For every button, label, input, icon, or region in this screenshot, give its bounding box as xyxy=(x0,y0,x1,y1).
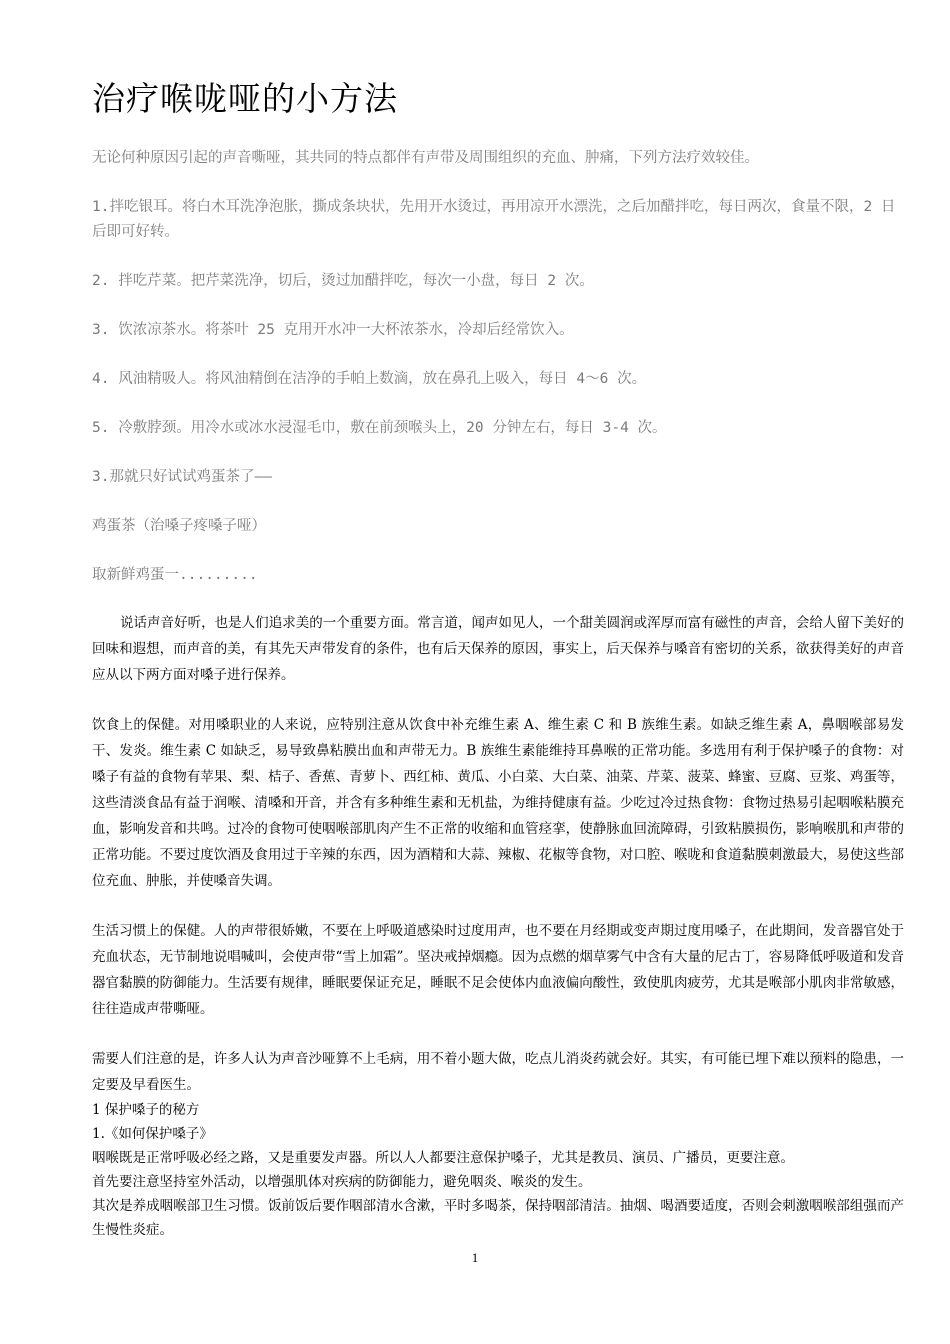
method-item: 3.那就只好试试鸡蛋茶了—— xyxy=(92,469,272,485)
list-line: 其次是养成咽喉部卫生习惯。饭前饭后要作咽部清水含漱，平时多喝茶，保持咽部清洁。抽烟、喝酒要适度，否则会刺激咽喉部组强而产生慢性炎症。 xyxy=(92,1198,904,1238)
method-item: 鸡蛋茶（治嗓子疼嗓子哑） xyxy=(92,518,266,534)
list-line: 咽喉既是正常呼吸必经之路，又是重要发声器。所以人人都要注意保护嗓子，尤其是教员、演员、广播员，更要注意。 xyxy=(92,1150,794,1166)
page-title: 治疗喉咙哑的小方法 xyxy=(92,79,398,118)
method-item: 3. 饮浓凉茶水。将茶叶 25 克用开水冲一大杯浓茶水，冷却后经常饮入。 xyxy=(92,322,574,338)
page-number: 1 xyxy=(471,1250,479,1265)
list-line: 1 保护嗓子的秘方 xyxy=(92,1102,200,1118)
paragraph: 需要人们注意的是，许多人认为声音沙哑算不上毛病，用不着小题大做，吃点儿消炎药就会好。其实，有可能已埋下难以预料的隐患，一定要及早看医生。 xyxy=(92,1051,904,1093)
intro-text: 无论何种原因引起的声音嘶哑，其共同的特点都伴有声带及周围组织的充血、肿痛，下列方法疗效较佳。 xyxy=(92,150,759,166)
paragraph: 说话声音好听，也是人们追求美的一个重要方面。常言道，闻声如见人，一个甜美圆润或浑厚而富有磁性的声音，会给人留下美好的回味和遐想，而声音的美，有其先天声带发育的条件，也有后天保养的原因，事实上，后天保养与嗓音有密切的关系，欲获得美好的声音应从以下两方面对嗓子进行保养。 xyxy=(92,615,904,683)
list-line: 1.《如何保护嗓子》 xyxy=(92,1126,213,1142)
method-item: 2. 拌吃芹菜。把芹菜洗净，切后，烫过加醋拌吃，每次一小盘，每日 2 次。 xyxy=(92,273,594,289)
paragraph: 饮食上的保健。对用嗓职业的人来说，应特别注意从饮食中补充维生素 A、维生素 C 和 B 族维生素。如缺乏维生素 A，鼻咽喉部易发干、发炎。维生素 C 如缺乏，易导致鼻粘膜出血和声带无力。B 族维生素能维持耳鼻喉的正常功能。多选用有利于保护嗓子的食物：对嗓子有益的食物有苹果、梨、桔子、香蕉、青萝卜、西红柿、黄瓜、小白菜、大白菜、油菜、芹菜、菠菜、蜂蜜、豆腐、豆浆、鸡蛋等，这些清淡食品有益于润喉、清嗓和开音，并含有多种维生素和无机盐，为维持健康有益。少吃过冷过热食物：食物过热易引起咽喉粘膜充血，影响发音和共鸣。过冷的食物可使咽喉部肌肉产生不正常的收缩和血管痉挛，使静脉血回流障碍，引致粘膜损伤，影响喉肌和声带的正常功能。不要过度饮酒及食用过于辛辣的东西，因为酒精和大蒜、辣椒、花椒等食物，对口腔、喉咙和食道黏膜刺激最大，易使这些部位充血、肿胀，并使嗓音失调。 xyxy=(92,717,904,889)
method-item: 5. 冷敷脖颈。用冷水或冰水浸湿毛巾，敷在前颈喉头上，20 分钟左右，每日 3-4 次。 xyxy=(92,420,667,436)
method-item: 取新鲜鸡蛋一......... xyxy=(92,567,258,583)
list-line: 首先要注意坚持室外活动，以增强肌体对疾病的防御能力，避免咽炎、喉炎的发生。 xyxy=(92,1174,592,1190)
document-page xyxy=(92,74,904,1242)
method-item: 1.拌吃银耳。将白木耳洗净泡胀，撕成条块状，先用开水烫过，再用凉开水漂洗，之后加醋拌吃，每日两次，食量不限，2 日后即可好转。 xyxy=(92,199,896,240)
method-item: 4. 风油精吸人。将风油精倒在洁净的手帕上数滴，放在鼻孔上吸入，每日 4～6 次。 xyxy=(92,371,647,387)
paragraph: 生活习惯上的保健。人的声带很娇嫩，不要在上呼吸道感染时过度用声，也不要在月经期或变声期过度用嗓子，在此期间，发音器官处于充血状态，无节制地说唱喊叫，会使声带“雪上加霜”。坚决戒掉烟瘾。因为点燃的烟草雾气中含有大量的尼古丁，容易降低呼吸道和发音器官黏膜的防御能力。生活要有规律，睡眠要保证充足，睡眠不足会使体内血液偏向酸性，致使肌肉疲劳，尤其是喉部小肌肉非常敏感，往往造成声带嘶哑。 xyxy=(92,923,904,1017)
